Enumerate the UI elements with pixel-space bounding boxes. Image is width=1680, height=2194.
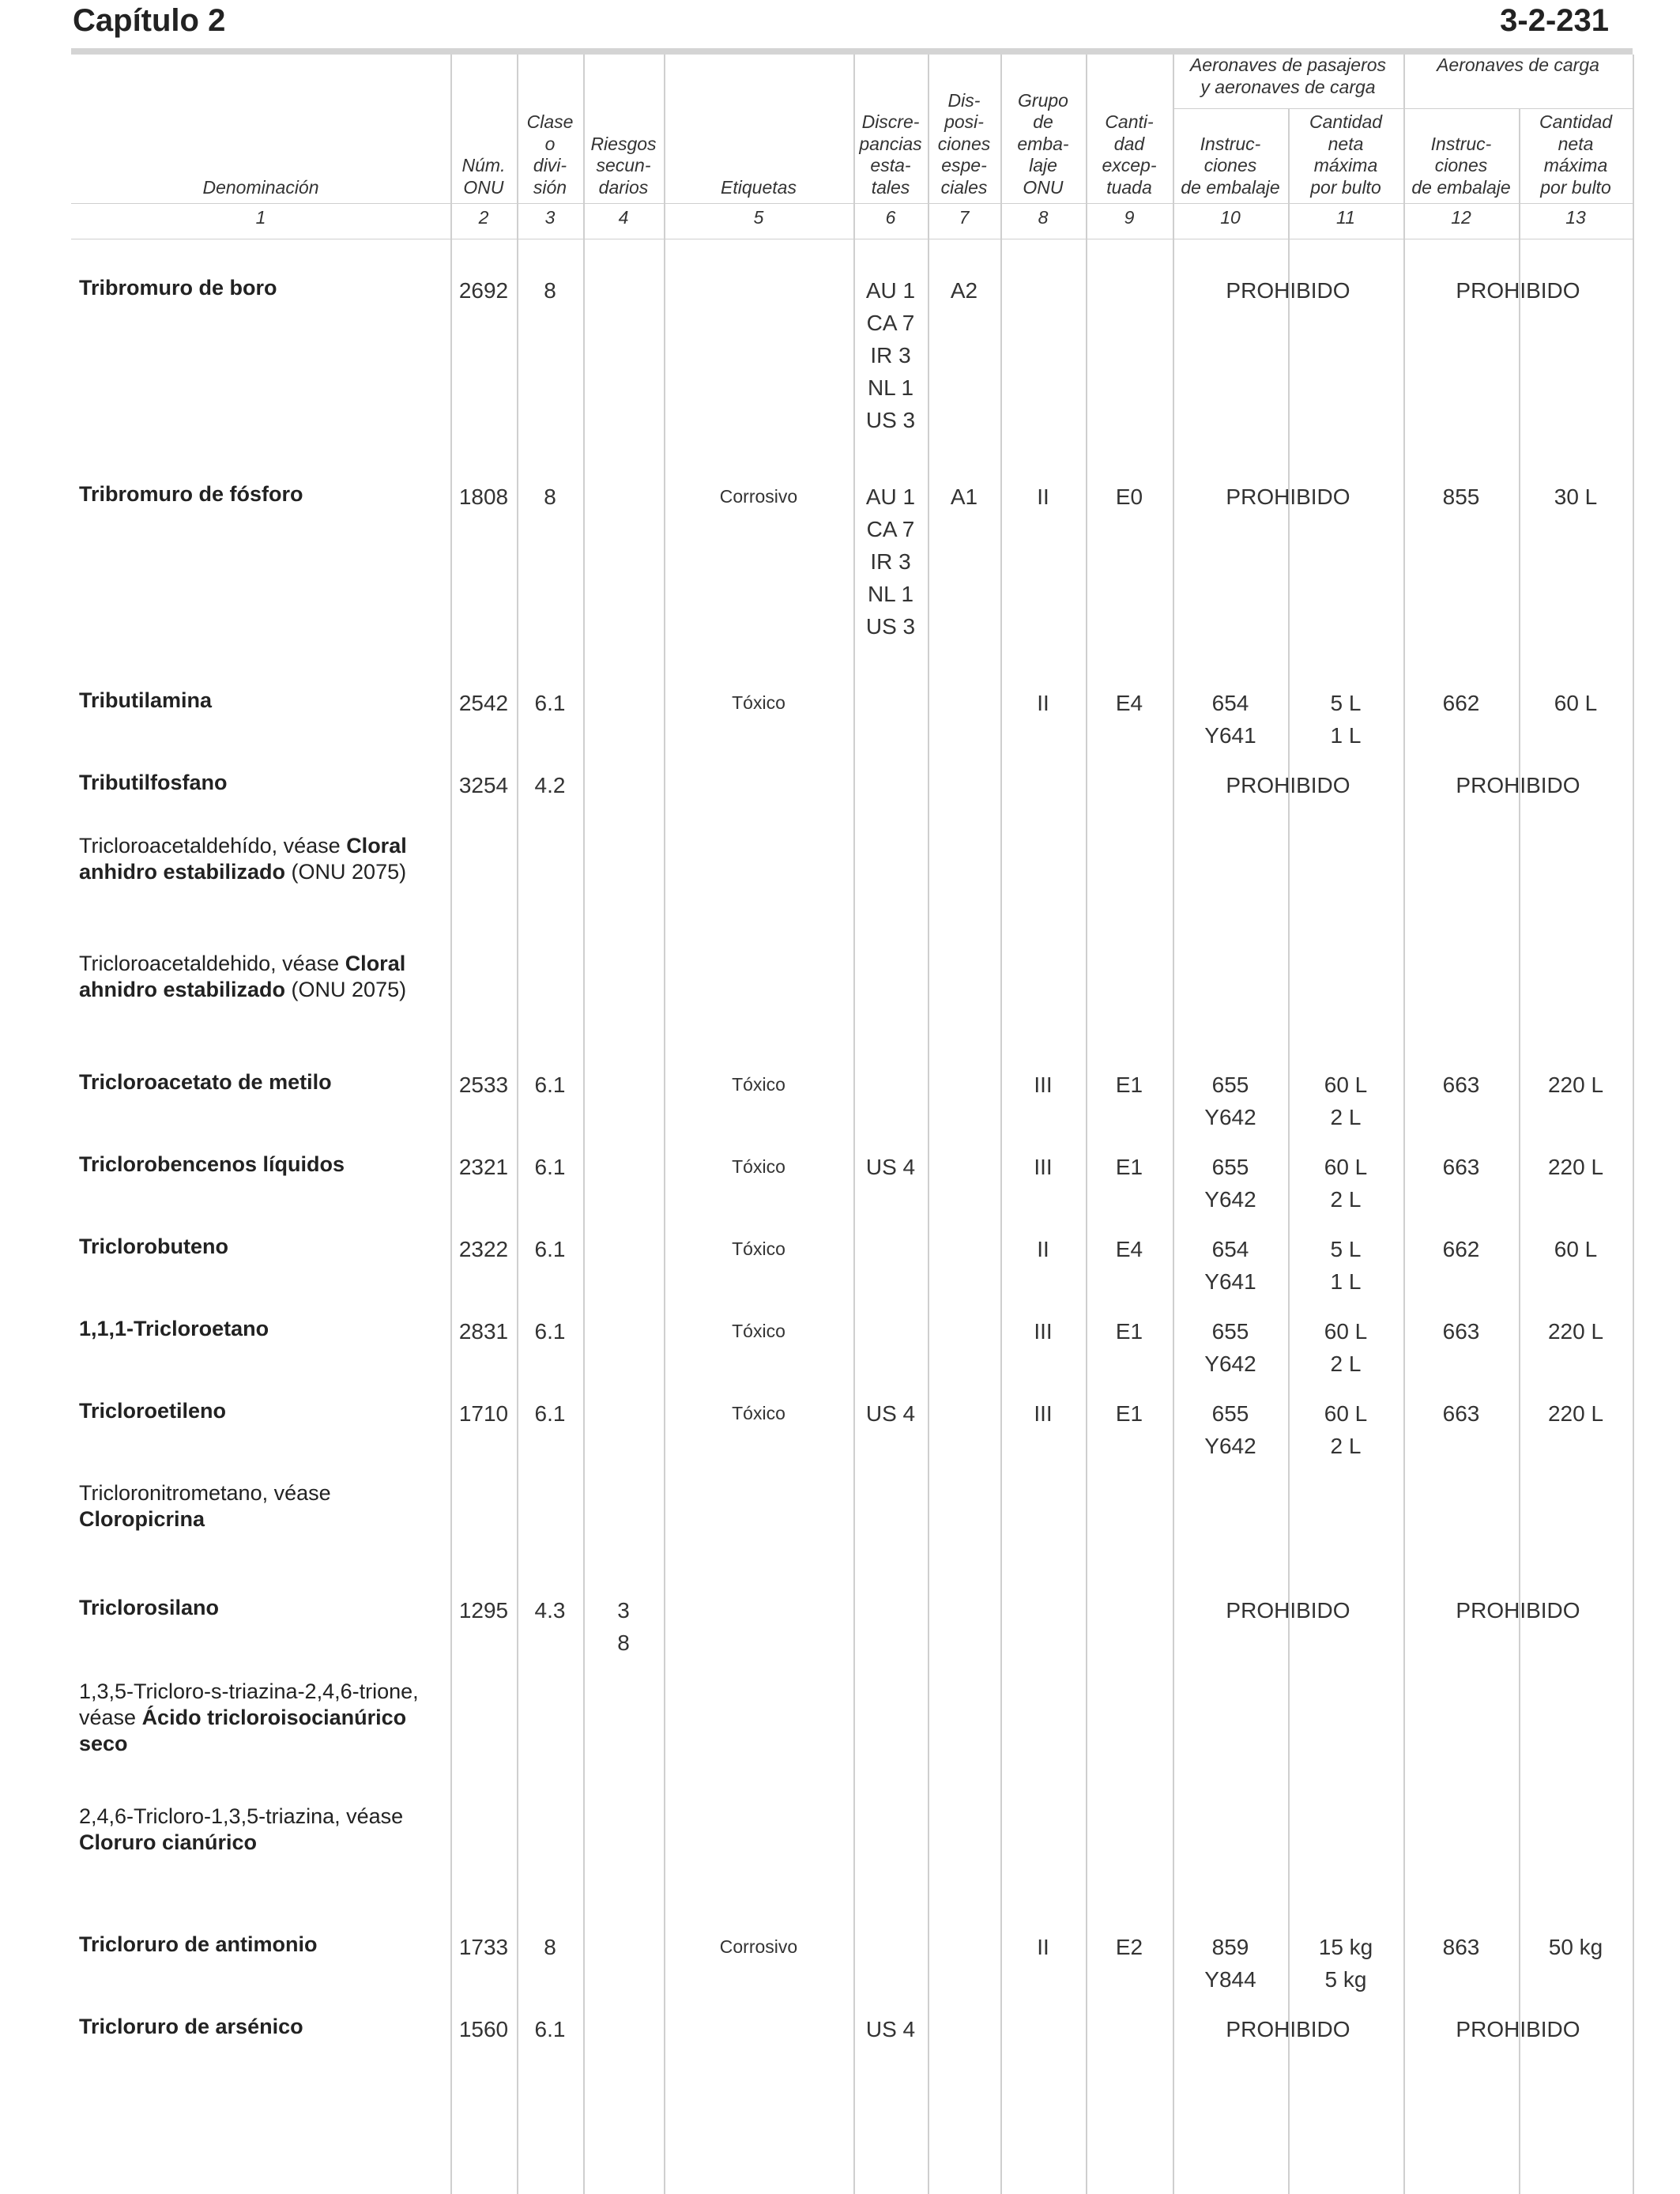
state-variations: US 4	[865, 1155, 916, 1179]
entry-name-bold: Ácido tricloroisocianúrico seco	[79, 1706, 407, 1755]
pax-forbidden: PROHIBIDO	[1226, 2017, 1350, 2041]
packing-group: II	[1037, 484, 1049, 509]
packing-group: II	[1037, 1237, 1049, 1261]
entry-name	[79, 833, 443, 885]
entry-name-text: Tricloronitrometano, véase	[79, 1481, 331, 1505]
header-c12: Instruc- ciones de embalaje	[1411, 133, 1511, 198]
excepted-quantity: E4	[1115, 1237, 1143, 1261]
packing-group: III	[1034, 1072, 1053, 1097]
column-divider	[928, 55, 929, 2194]
excepted-quantity: E1	[1115, 1319, 1143, 1344]
un-number: 1710	[458, 1401, 509, 1426]
column-number: 3	[544, 207, 556, 228]
cargo-max-net-quantity: 220 L	[1547, 1072, 1604, 1097]
entry-name-text: Tricloroacetaldehido, véase	[79, 952, 345, 975]
column-divider	[1633, 55, 1634, 2194]
hazard-label: Corrosivo	[719, 1936, 798, 1957]
entry-name	[79, 1152, 443, 1178]
un-number: 1733	[458, 1935, 509, 1959]
entry-name	[79, 1069, 443, 1095]
header-c5: Etiquetas	[721, 176, 797, 198]
pax-max-net-quantity: 5 L 1 L	[1330, 1237, 1362, 1294]
column-divider	[1403, 55, 1405, 2194]
entry-name	[79, 1804, 443, 1856]
entry-name	[79, 1480, 443, 1532]
pax-max-net-quantity: 60 L 2 L	[1324, 1072, 1368, 1129]
cargo-forbidden: PROHIBIDO	[1456, 278, 1580, 303]
column-divider	[450, 55, 452, 2194]
cargo-forbidden: PROHIBIDO	[1456, 773, 1580, 797]
entry-name	[79, 1679, 443, 1757]
excepted-quantity: E2	[1115, 1935, 1143, 1959]
column-number: 10	[1220, 207, 1241, 228]
cargo-max-net-quantity: 60 L	[1554, 691, 1598, 715]
hazard-label: Tóxico	[732, 1238, 785, 1259]
header-c3: Clase o divi- sión	[526, 111, 574, 198]
entry-name	[79, 1595, 443, 1621]
excepted-quantity: E4	[1115, 691, 1143, 715]
hazard-label: Tóxico	[732, 1321, 785, 1341]
table-row	[0, 771, 1680, 797]
pax-max-net-quantity: 15 kg 5 kg	[1318, 1935, 1373, 1992]
column-divider	[1086, 55, 1087, 2194]
class-division: 6.1	[534, 1319, 566, 1344]
un-number: 1560	[458, 2017, 509, 2041]
packing-group: II	[1037, 1935, 1049, 1959]
header-pax: Aeronaves de pasajeros y aeronaves de carga	[1189, 55, 1387, 97]
special-provisions: A2	[950, 278, 978, 303]
pax-packing-instruction: 654 Y641	[1204, 691, 1256, 748]
column-number: 13	[1565, 207, 1586, 228]
entry-name-text: 1,3,5-Tricloro-s-triazina-2,4,6-trione, véase	[79, 1679, 419, 1729]
pax-forbidden: PROHIBIDO	[1226, 773, 1350, 797]
header-c4: Riesgos secun- darios	[590, 133, 657, 198]
un-number: 3254	[458, 773, 509, 797]
packing-group: III	[1034, 1155, 1053, 1179]
pax-packing-instruction: 655 Y642	[1204, 1072, 1256, 1129]
header-c10: Instruc- ciones de embalaje	[1181, 133, 1280, 198]
state-variations: AU 1 CA 7 IR 3 NL 1 US 3	[865, 278, 916, 432]
table-row	[0, 1152, 1680, 1212]
cargo-packing-instruction: 663	[1442, 1072, 1480, 1097]
cargo-max-net-quantity: 30 L	[1554, 484, 1598, 509]
entry-name	[79, 1398, 443, 1424]
header-divider	[1173, 108, 1633, 109]
entry-name	[79, 2014, 443, 2040]
class-division: 8	[544, 1935, 556, 1959]
entry-name	[79, 1316, 443, 1342]
pax-forbidden: PROHIBIDO	[1226, 1598, 1350, 1623]
cargo-packing-instruction: 855	[1442, 484, 1480, 509]
un-number: 2692	[458, 278, 509, 303]
cargo-packing-instruction: 863	[1442, 1935, 1480, 1959]
entry-name-text: (ONU 2075)	[285, 860, 407, 884]
column-divider	[583, 55, 585, 2194]
pax-forbidden: PROHIBIDO	[1226, 484, 1350, 509]
pax-packing-instruction: 859 Y844	[1204, 1935, 1256, 1992]
un-number: 2321	[458, 1155, 509, 1179]
entry-name-bold: Cloral anhidro estabilizado	[79, 834, 407, 884]
entry-name	[79, 1234, 443, 1260]
column-number: 1	[255, 207, 266, 228]
entry-name-bold: 1,1,1-Tricloroetano	[79, 1317, 269, 1340]
class-division: 6.1	[534, 1072, 566, 1097]
column-number: 4	[618, 207, 629, 228]
cargo-packing-instruction: 662	[1442, 1237, 1480, 1261]
cargo-forbidden: PROHIBIDO	[1456, 2017, 1580, 2041]
cargo-packing-instruction: 663	[1442, 1155, 1480, 1179]
table-row	[0, 482, 1680, 639]
header-c9: Canti- dad excep- tuada	[1102, 111, 1157, 198]
pax-max-net-quantity: 60 L 2 L	[1324, 1319, 1368, 1376]
table-row	[0, 1481, 1680, 1531]
column-number: 9	[1124, 207, 1135, 228]
entry-name-bold: Tricloruro de arsénico	[79, 2015, 303, 2038]
entry-name-bold: Tribromuro de boro	[79, 276, 277, 300]
table-row	[0, 1235, 1680, 1294]
header-c7: Dis- posi- ciones espe- ciales	[937, 89, 991, 198]
entry-name-bold: Tributilfosfano	[79, 771, 228, 794]
hazard-label: Tóxico	[732, 1156, 785, 1177]
cargo-forbidden: PROHIBIDO	[1456, 1598, 1580, 1623]
entry-name-bold: Tributilamina	[79, 688, 213, 712]
pax-packing-instruction: 655 Y642	[1204, 1319, 1256, 1376]
class-division: 4.2	[534, 773, 566, 797]
class-division: 6.1	[534, 1155, 566, 1179]
excepted-quantity: E0	[1115, 484, 1143, 509]
cargo-max-net-quantity: 220 L	[1547, 1319, 1604, 1344]
header-c13: Cantidad neta máxima por bulto	[1539, 111, 1613, 198]
entry-name-text: 2,4,6-Tricloro-1,3,5-triazina, véase	[79, 1804, 404, 1828]
pax-max-net-quantity: 60 L 2 L	[1324, 1155, 1368, 1212]
header-c6: Discre- pancias esta- tales	[859, 111, 922, 198]
special-provisions: A1	[950, 484, 978, 509]
un-number: 2831	[458, 1319, 509, 1344]
table-row	[0, 1596, 1680, 1655]
column-divider	[664, 55, 665, 2194]
class-division: 8	[544, 278, 556, 303]
table-row	[0, 688, 1680, 748]
excepted-quantity: E1	[1115, 1155, 1143, 1179]
column-divider	[517, 55, 518, 2194]
entry-name-text: Tricloroacetaldehído, véase	[79, 834, 347, 858]
subsidiary-risk: 3 8	[617, 1598, 630, 1655]
class-division: 6.1	[534, 2017, 566, 2041]
hazard-label: Corrosivo	[719, 486, 798, 507]
class-division: 6.1	[534, 691, 566, 715]
cargo-max-net-quantity: 220 L	[1547, 1155, 1604, 1179]
class-division: 6.1	[534, 1401, 566, 1426]
hazard-label: Tóxico	[732, 692, 785, 713]
header-c2: Núm. ONU	[461, 155, 506, 198]
entry-name	[79, 688, 443, 714]
cargo-packing-instruction: 663	[1442, 1319, 1480, 1344]
entry-name-bold: Tricloroetileno	[79, 1399, 227, 1423]
class-division: 4.3	[534, 1598, 566, 1623]
column-divider	[1000, 55, 1002, 2194]
column-number: 8	[1038, 207, 1049, 228]
entry-name-bold: Tricloruro de antimonio	[79, 1932, 318, 1956]
entry-name-bold: Cloropicrina	[79, 1507, 205, 1531]
header-c8: Grupo de emba- laje ONU	[1017, 89, 1069, 198]
packing-group: III	[1034, 1401, 1053, 1426]
table-row	[0, 2015, 1680, 2041]
table-row	[0, 1804, 1680, 1854]
cargo-packing-instruction: 663	[1442, 1401, 1480, 1426]
column-number: 11	[1336, 207, 1355, 228]
cargo-max-net-quantity: 60 L	[1554, 1237, 1598, 1261]
entry-name	[79, 275, 443, 301]
entry-name	[79, 1932, 443, 1958]
cargo-max-net-quantity: 220 L	[1547, 1401, 1604, 1426]
page-header	[73, 3, 1609, 46]
entry-name	[79, 770, 443, 796]
table-row	[0, 952, 1680, 1001]
header-c11: Cantidad neta máxima por bulto	[1309, 111, 1383, 198]
excepted-quantity: E1	[1115, 1401, 1143, 1426]
column-number: 7	[959, 207, 970, 228]
hazard-label: Tóxico	[732, 1403, 785, 1423]
entry-name-bold: Tribromuro de fósforo	[79, 482, 303, 506]
pax-max-net-quantity: 5 L 1 L	[1330, 691, 1362, 748]
pax-packing-instruction: 655 Y642	[1204, 1401, 1256, 1458]
column-number: 2	[478, 207, 489, 228]
entry-name-bold: Triclorobencenos líquidos	[79, 1152, 345, 1176]
column-number: 6	[885, 207, 896, 228]
entry-name-bold: Cloral ahnidro estabilizado	[79, 952, 406, 1001]
column-number: 5	[753, 207, 764, 228]
state-variations: AU 1 CA 7 IR 3 NL 1 US 3	[865, 484, 916, 639]
cargo-packing-instruction: 662	[1442, 691, 1480, 715]
page-number: 3-2-231	[1500, 3, 1609, 38]
state-variations: US 4	[865, 2017, 916, 2041]
hazard-label: Tóxico	[732, 1074, 785, 1095]
packing-group: II	[1037, 691, 1049, 715]
entry-name-bold: Tricloroacetato de metilo	[79, 1070, 332, 1094]
un-number: 1808	[458, 484, 509, 509]
entry-name	[79, 481, 443, 507]
un-number: 1295	[458, 1598, 509, 1623]
pax-packing-instruction: 655 Y642	[1204, 1155, 1256, 1212]
un-number: 2542	[458, 691, 509, 715]
class-division: 6.1	[534, 1237, 566, 1261]
entry-name-text: (ONU 2075)	[285, 978, 407, 1001]
header-divider	[71, 203, 1633, 204]
packing-group: III	[1034, 1319, 1053, 1344]
pax-max-net-quantity: 60 L 2 L	[1324, 1401, 1368, 1458]
header-rule	[71, 48, 1633, 55]
table-row	[0, 1679, 1680, 1755]
pax-forbidden: PROHIBIDO	[1226, 278, 1350, 303]
entry-name	[79, 951, 443, 1003]
column-number: 12	[1451, 207, 1471, 228]
header-cargo: Aeronaves de carga	[1437, 55, 1599, 75]
pax-packing-instruction: 654 Y641	[1204, 1237, 1256, 1294]
header-c1: Denominación	[202, 176, 319, 198]
chapter-title: Capítulo 2	[73, 3, 226, 38]
entry-name-bold: Triclorobuteno	[79, 1235, 228, 1258]
table-row	[0, 1932, 1680, 1992]
class-division: 8	[544, 484, 556, 509]
entry-name-bold: Cloruro cianúrico	[79, 1830, 258, 1854]
entry-name-bold: Triclorosilano	[79, 1596, 220, 1619]
excepted-quantity: E1	[1115, 1072, 1143, 1097]
un-number: 2533	[458, 1072, 509, 1097]
un-number: 2322	[458, 1237, 509, 1261]
cargo-max-net-quantity: 50 kg	[1548, 1935, 1603, 1959]
table-row	[0, 1070, 1680, 1129]
state-variations: US 4	[865, 1401, 916, 1426]
